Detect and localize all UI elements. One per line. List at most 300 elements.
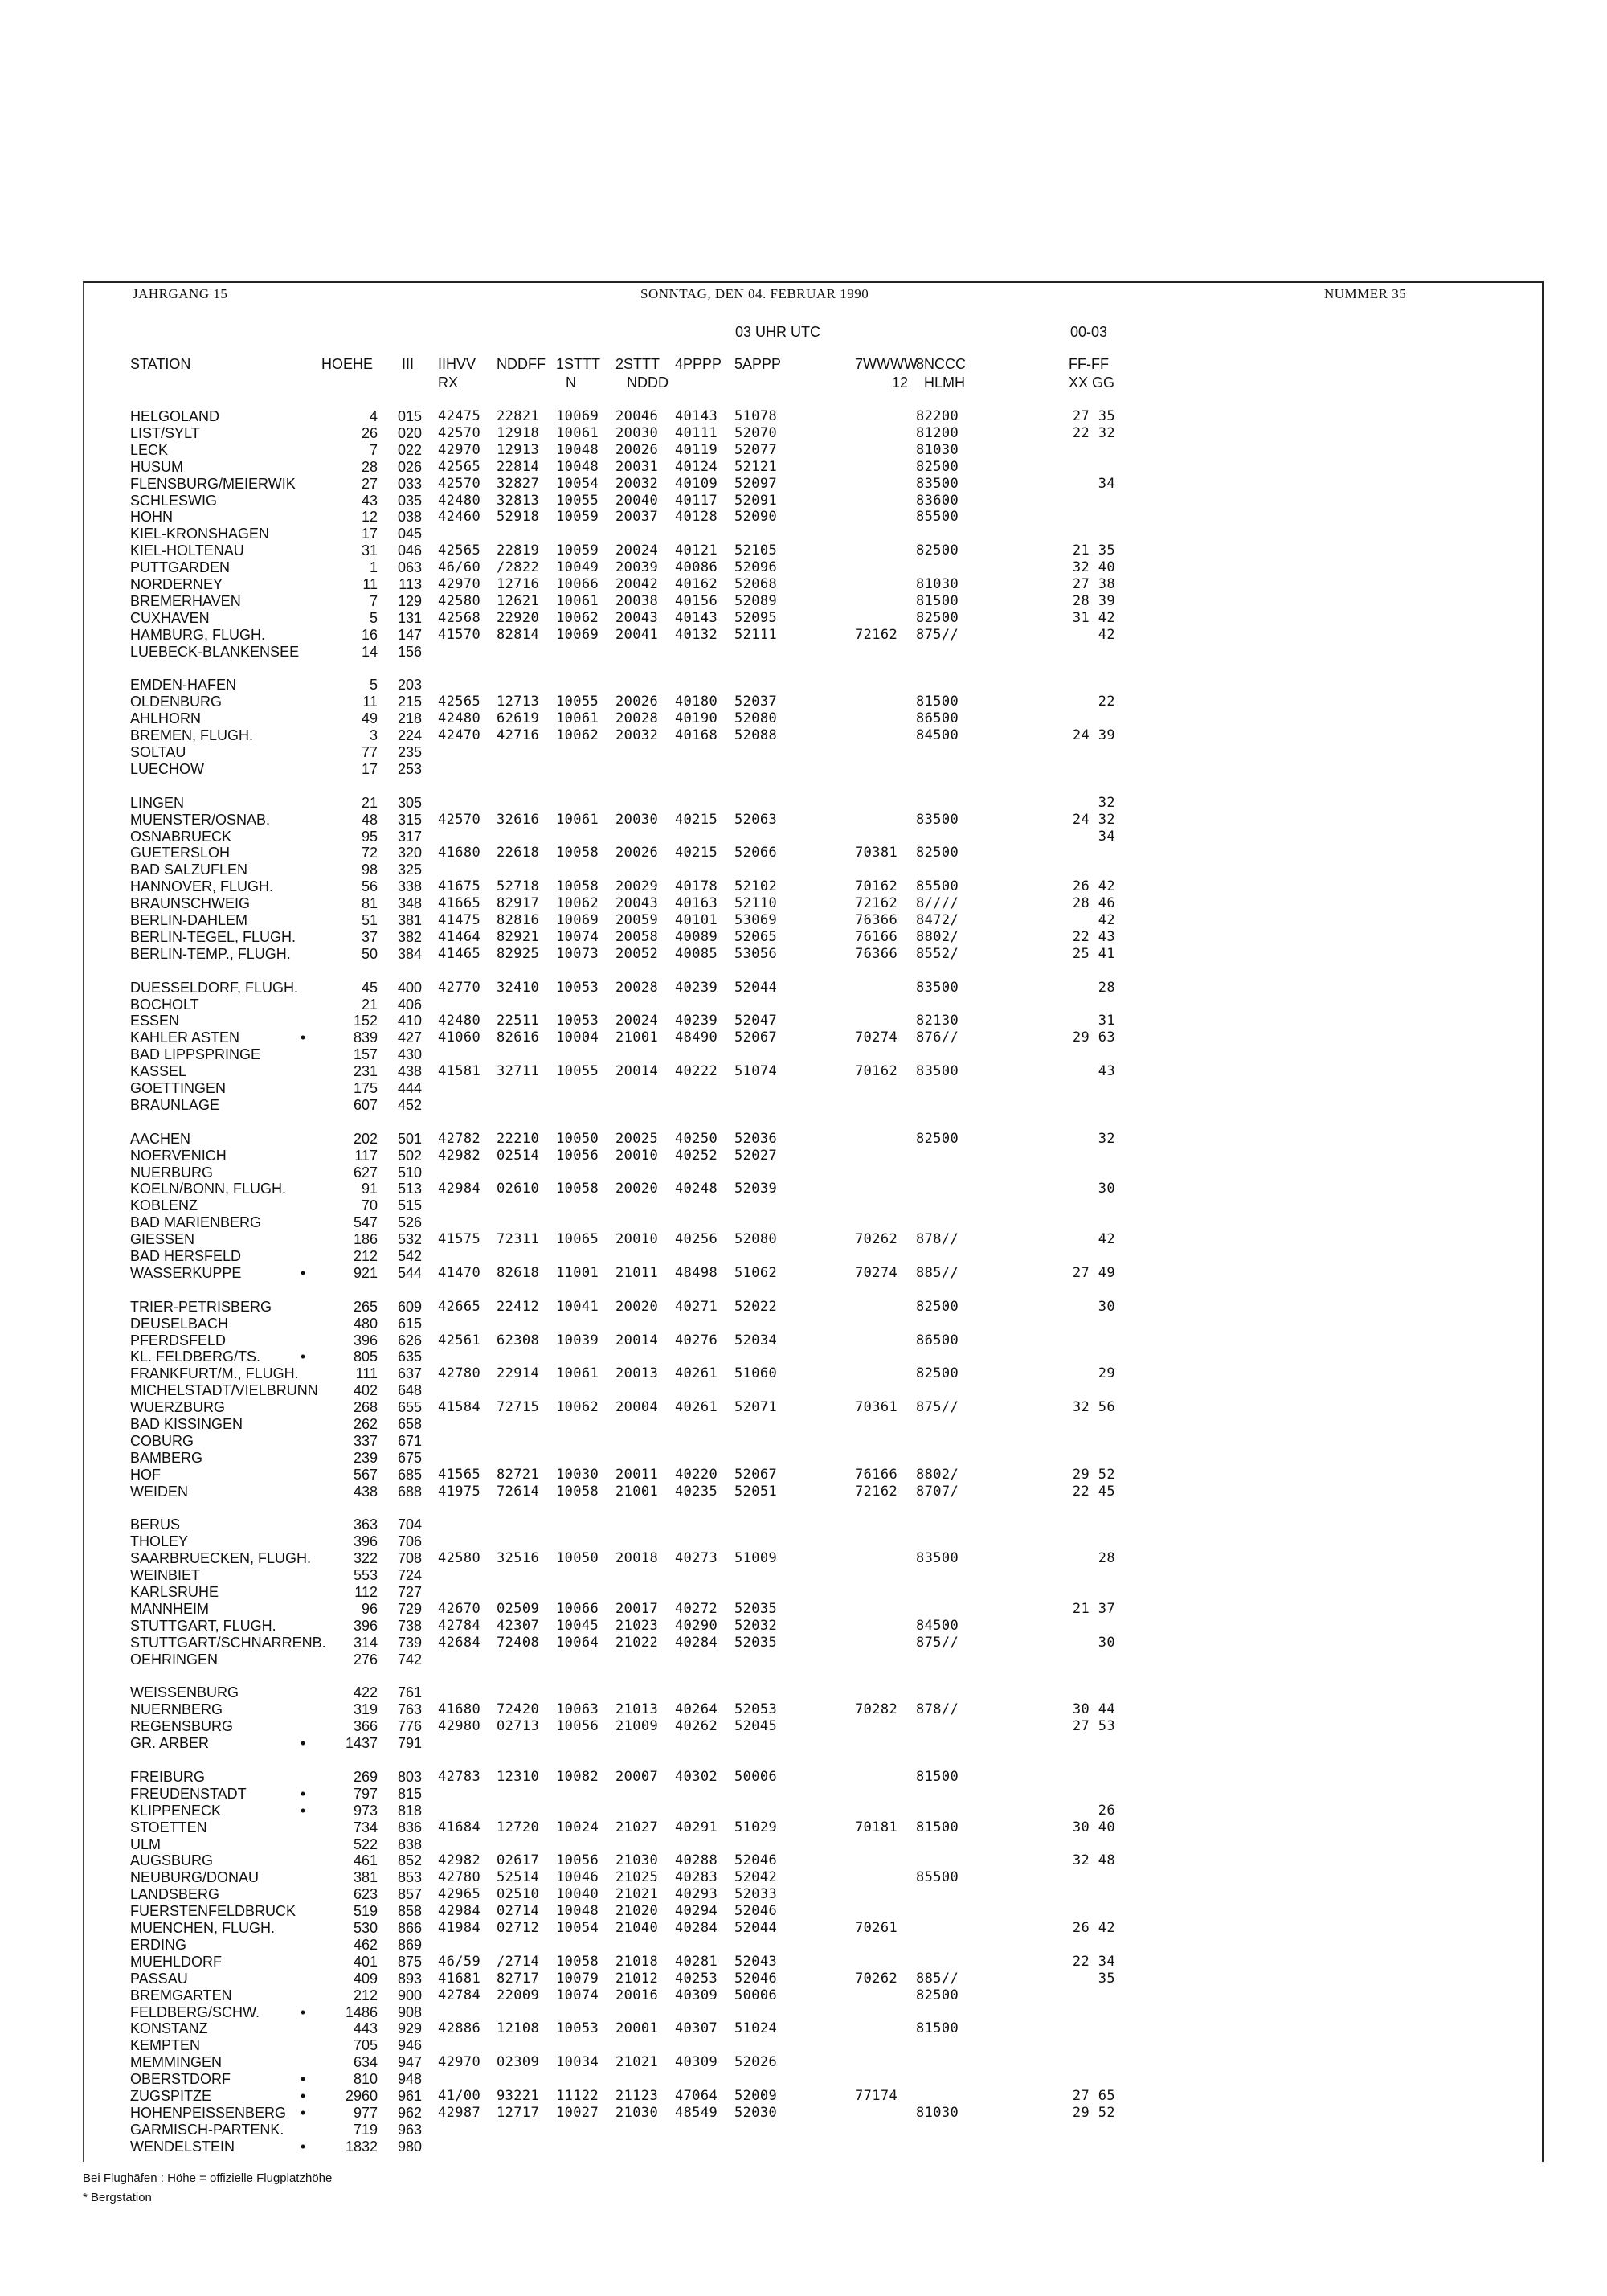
- station-number: 513: [397, 1181, 422, 1197]
- col-g7a: 7WWWW: [855, 356, 918, 372]
- station-number: 046: [397, 542, 422, 559]
- mountain-station-marker: •: [300, 1785, 306, 1802]
- cloud-group: 8////: [916, 895, 959, 912]
- obs-group-3: 10039: [556, 1332, 599, 1349]
- mountain-station-marker: •: [300, 2071, 306, 2088]
- gust-value: 24 32: [1072, 811, 1115, 828]
- weather-group: 76166: [855, 1466, 898, 1483]
- station-name: DUESSELDORF, FLUGH.: [130, 979, 299, 996]
- obs-group-2: 12918: [497, 424, 540, 441]
- obs-group-3: 10050: [556, 1130, 599, 1147]
- obs-group-4: 20026: [615, 845, 659, 862]
- station-name: GARMISCH-PARTENK.: [130, 2121, 284, 2138]
- obs-group-3: 10062: [556, 609, 599, 626]
- obs-group-3: 10055: [556, 1063, 599, 1080]
- station-name: KOELN/BONN, FLUGH.: [130, 1181, 287, 1197]
- obs-group-4: 21023: [615, 1617, 659, 1634]
- gust-value: 32 56: [1072, 1399, 1115, 1416]
- station-name: HELGOLAND: [130, 408, 220, 424]
- obs-group-3: 10074: [556, 928, 599, 945]
- obs-group-4: 20030: [615, 424, 659, 441]
- obs-group-1: 42780: [438, 1869, 481, 1886]
- obs-group-1: 42665: [438, 1298, 481, 1315]
- obs-group-6: 52067: [734, 1466, 778, 1483]
- station-height: 50: [361, 945, 378, 962]
- obs-group-6: 52102: [734, 878, 778, 895]
- obs-group-2: 02309: [497, 2054, 540, 2071]
- station-number: 325: [397, 862, 422, 878]
- weather-group: 70361: [855, 1399, 898, 1416]
- table-row: [0, 694, 1607, 710]
- obs-group-6: 52065: [734, 928, 778, 945]
- obs-group-1: 42475: [438, 408, 481, 424]
- station-height: 396: [353, 1533, 378, 1550]
- station-height: 797: [353, 1785, 378, 1802]
- station-number: 501: [397, 1130, 422, 1147]
- obs-group-4: 21021: [615, 2054, 659, 2071]
- station-number: 763: [397, 1701, 422, 1718]
- obs-group-3: 10048: [556, 458, 599, 475]
- table-row: [0, 1516, 1607, 1533]
- station-number: 315: [397, 811, 422, 828]
- obs-group-5: 40128: [675, 509, 718, 526]
- obs-group-6: 52044: [734, 1920, 778, 1936]
- station-number: 626: [397, 1332, 422, 1349]
- obs-group-5: 40261: [675, 1399, 718, 1416]
- obs-group-2: 22511: [497, 1013, 540, 1029]
- obs-group-4: 21025: [615, 1869, 659, 1886]
- cloud-group: 82500: [916, 1987, 959, 2003]
- station-height: 422: [353, 1684, 378, 1701]
- cloud-group: 82500: [916, 845, 959, 862]
- weather-group: 76366: [855, 945, 898, 962]
- obs-group-5: 40294: [675, 1903, 718, 1920]
- table-row: [0, 895, 1607, 911]
- gust-value: 32 48: [1072, 1852, 1115, 1869]
- obs-group-2: 22412: [497, 1298, 540, 1315]
- weather-group: 70274: [855, 1029, 898, 1046]
- station-number: 815: [397, 1785, 422, 1802]
- station-number: 215: [397, 694, 422, 710]
- obs-group-4: 20030: [615, 811, 659, 828]
- station-name: STOETTEN: [130, 1819, 207, 1836]
- station-name: BERUS: [130, 1516, 181, 1533]
- obs-group-1: 41680: [438, 1701, 481, 1718]
- obs-group-6: 52051: [734, 1483, 778, 1500]
- station-name: WEINBIET: [130, 1567, 201, 1584]
- station-number: 020: [397, 424, 422, 441]
- obs-group-2: 42307: [497, 1617, 540, 1634]
- station-number: 022: [397, 441, 422, 458]
- mountain-station-marker: •: [300, 1029, 306, 1046]
- station-height: 381: [353, 1869, 378, 1886]
- station-number: 929: [397, 2020, 422, 2037]
- table-row: [0, 1819, 1607, 1836]
- obs-group-2: 12310: [497, 1768, 540, 1785]
- station-number: 502: [397, 1147, 422, 1164]
- station-number: 035: [397, 492, 422, 509]
- station-height: 363: [353, 1516, 378, 1533]
- station-height: 719: [353, 2121, 378, 2138]
- station-height: 152: [353, 1013, 378, 1029]
- cloud-group: 8552/: [916, 945, 959, 962]
- gust-value: 43: [1098, 1063, 1115, 1080]
- obs-group-3: 10053: [556, 979, 599, 996]
- station-height: 262: [353, 1416, 378, 1432]
- obs-group-5: 40309: [675, 1987, 718, 2003]
- obs-group-2: 82917: [497, 895, 540, 912]
- obs-group-6: 52095: [734, 609, 778, 626]
- station-height: 11: [362, 576, 378, 592]
- gust-value: 27 35: [1072, 408, 1115, 424]
- obs-group-2: 22618: [497, 845, 540, 862]
- table-row: [0, 442, 1607, 458]
- station-name: ULM: [130, 1836, 162, 1852]
- obs-group-4: 20041: [615, 626, 659, 643]
- station-height: 805: [353, 1349, 378, 1365]
- cloud-group: 8802/: [916, 1466, 959, 1483]
- station-number: 526: [397, 1214, 422, 1231]
- obs-group-2: 93221: [497, 2088, 540, 2104]
- gust-value: 21 35: [1072, 542, 1115, 559]
- obs-group-5: 40307: [675, 2020, 718, 2037]
- station-height: 268: [353, 1399, 378, 1416]
- station-height: 567: [353, 1466, 378, 1483]
- gust-value: 26 42: [1072, 1920, 1115, 1936]
- obs-group-6: 52036: [734, 1130, 778, 1147]
- station-number: 510: [397, 1164, 422, 1181]
- station-height: 462: [353, 1936, 378, 1953]
- obs-group-4: 21030: [615, 1852, 659, 1869]
- obs-group-1: 42570: [438, 424, 481, 441]
- table-row: [0, 493, 1607, 509]
- table-row: [0, 1148, 1607, 1164]
- table-row: [0, 812, 1607, 828]
- station-number: 776: [397, 1718, 422, 1735]
- obs-group-4: 20017: [615, 1600, 659, 1617]
- obs-group-4: 20010: [615, 1231, 659, 1248]
- obs-group-6: 52027: [734, 1147, 778, 1164]
- mountain-station-marker: •: [300, 2138, 306, 2155]
- obs-group-4: 20029: [615, 878, 659, 895]
- table-row: [0, 1484, 1607, 1500]
- station-name: BREMGARTEN: [130, 1987, 232, 2003]
- obs-group-4: 21012: [615, 1970, 659, 1987]
- table-row: [0, 459, 1607, 475]
- obs-group-1: 46/59: [438, 1953, 481, 1970]
- table-row: [0, 1735, 1607, 1751]
- obs-group-3: 10004: [556, 1029, 599, 1046]
- obs-group-5: 40293: [675, 1886, 718, 1903]
- table-row: [0, 946, 1607, 962]
- table-row: [0, 1971, 1607, 1987]
- station-number: 224: [397, 727, 422, 744]
- table-row: [0, 1349, 1607, 1365]
- obs-group-1: 41984: [438, 1920, 481, 1936]
- obs-group-5: 40124: [675, 458, 718, 475]
- table-row: [0, 980, 1607, 996]
- station-height: 43: [361, 492, 378, 509]
- weather-group: 70262: [855, 1970, 898, 1987]
- obs-group-3: 10055: [556, 694, 599, 710]
- obs-group-2: /2714: [497, 1953, 540, 1970]
- station-height: 17: [361, 760, 378, 777]
- table-row: [0, 1803, 1607, 1819]
- obs-group-2: 02510: [497, 1886, 540, 1903]
- obs-group-5: 40143: [675, 408, 718, 424]
- obs-group-5: 40109: [675, 475, 718, 492]
- station-name: SOLTAU: [130, 744, 186, 760]
- station-number: 791: [397, 1735, 422, 1752]
- table-row: [0, 2088, 1607, 2104]
- gust-value: 27 49: [1072, 1264, 1115, 1281]
- obs-group-3: 10053: [556, 1013, 599, 1029]
- table-row: [0, 1299, 1607, 1315]
- station-height: 443: [353, 2020, 378, 2037]
- station-name: TRIER-PETRISBERG: [130, 1298, 272, 1315]
- obs-group-2: /2822: [497, 559, 540, 576]
- obs-group-2: 52718: [497, 878, 540, 895]
- station-number: 727: [397, 1584, 422, 1600]
- obs-group-3: 10041: [556, 1298, 599, 1315]
- station-name: BAD LIPPSPRINGE: [130, 1046, 261, 1063]
- obs-group-4: 20025: [615, 1130, 659, 1147]
- station-number: 658: [397, 1416, 422, 1432]
- station-height: 269: [353, 1768, 378, 1785]
- station-name: AACHEN: [130, 1130, 191, 1147]
- obs-group-3: 10062: [556, 895, 599, 912]
- obs-group-6: 52111: [734, 626, 778, 643]
- gust-value: 29 63: [1072, 1029, 1115, 1046]
- obs-group-6: 51078: [734, 408, 778, 424]
- station-number: 033: [397, 475, 422, 492]
- station-number: 615: [397, 1315, 422, 1332]
- station-number: 026: [397, 458, 422, 475]
- obs-group-6: 52090: [734, 509, 778, 526]
- station-name: BAD SALZUFLEN: [130, 862, 248, 878]
- table-row: [0, 1701, 1607, 1717]
- table-row: [0, 1231, 1607, 1247]
- obs-group-4: 20018: [615, 1550, 659, 1567]
- obs-group-5: 40220: [675, 1466, 718, 1483]
- weather-group: 70274: [855, 1264, 898, 1281]
- table-row: [0, 627, 1607, 643]
- cloud-group: 81500: [916, 1819, 959, 1836]
- station-height: 627: [353, 1164, 378, 1181]
- station-height: 402: [353, 1382, 378, 1399]
- obs-group-5: 40276: [675, 1332, 718, 1349]
- station-name: KIEL-KRONSHAGEN: [130, 526, 270, 542]
- station-number: 320: [397, 845, 422, 862]
- col-g3b: N: [566, 374, 576, 391]
- mountain-station-marker: •: [300, 1349, 306, 1365]
- station-number: 900: [397, 1987, 422, 2003]
- station-name: NEUBURG/DONAU: [130, 1869, 260, 1886]
- obs-group-2: 52918: [497, 509, 540, 526]
- station-number: 869: [397, 1936, 422, 1953]
- station-height: 7: [369, 441, 378, 458]
- cloud-group: 82500: [916, 1298, 959, 1315]
- weather-group: 76166: [855, 928, 898, 945]
- cloud-group: 86500: [916, 1332, 959, 1349]
- obs-group-6: 52045: [734, 1718, 778, 1735]
- mountain-station-marker: •: [300, 1802, 306, 1819]
- obs-group-2: 32711: [497, 1063, 540, 1080]
- obs-group-6: 52053: [734, 1701, 778, 1718]
- obs-group-2: 32827: [497, 475, 540, 492]
- obs-group-3: 10058: [556, 845, 599, 862]
- station-height: 705: [353, 2037, 378, 2054]
- station-name: BERLIN-TEMP., FLUGH.: [130, 945, 291, 962]
- obs-group-1: 41584: [438, 1399, 481, 1416]
- obs-group-3: 10040: [556, 1886, 599, 1903]
- station-name: BAMBERG: [130, 1449, 203, 1466]
- obs-group-3: 10054: [556, 1920, 599, 1936]
- station-height: 519: [353, 1903, 378, 1920]
- obs-group-4: 20032: [615, 727, 659, 744]
- obs-group-5: 40290: [675, 1617, 718, 1634]
- obs-group-5: 40180: [675, 694, 718, 710]
- station-number: 444: [397, 1080, 422, 1096]
- obs-group-3: 10056: [556, 1852, 599, 1869]
- obs-group-1: 42561: [438, 1332, 481, 1349]
- station-name: MICHELSTADT/VIELBRUNN: [130, 1382, 318, 1399]
- table-row: [0, 2004, 1607, 2020]
- table-row: [0, 878, 1607, 894]
- station-height: 81: [361, 895, 378, 912]
- table-row: [0, 1248, 1607, 1264]
- station-number: 648: [397, 1382, 422, 1399]
- station-height: 314: [353, 1634, 378, 1651]
- table-row: [0, 1029, 1607, 1046]
- table-row: [0, 795, 1607, 811]
- table-row: [0, 644, 1607, 660]
- obs-group-5: 40215: [675, 845, 718, 862]
- cloud-group: 81500: [916, 1768, 959, 1785]
- table-row: [0, 1651, 1607, 1668]
- station-name: MEMMINGEN: [130, 2054, 222, 2071]
- gust-value: 22: [1098, 694, 1115, 710]
- date-label: SONNTAG, DEN 04. FEBRUAR 1990: [640, 286, 869, 301]
- station-height: 91: [361, 1181, 378, 1197]
- obs-group-2: 82921: [497, 928, 540, 945]
- obs-group-1: 42570: [438, 475, 481, 492]
- table-row: [0, 1550, 1607, 1566]
- obs-group-2: 32616: [497, 811, 540, 828]
- obs-group-3: 10079: [556, 1970, 599, 1987]
- station-name: ZUGSPITZE: [130, 2088, 212, 2104]
- obs-group-2: 12717: [497, 2104, 540, 2121]
- obs-group-4: 20024: [615, 1013, 659, 1029]
- obs-group-1: 41464: [438, 928, 481, 945]
- station-height: 239: [353, 1449, 378, 1466]
- obs-group-4: 20026: [615, 694, 659, 710]
- station-height: 212: [353, 1248, 378, 1264]
- station-height: 973: [353, 1802, 378, 1819]
- gust-value: 25 41: [1072, 945, 1115, 962]
- obs-group-5: 40283: [675, 1869, 718, 1886]
- obs-group-4: 20038: [615, 592, 659, 609]
- station-height: 31: [361, 542, 378, 559]
- obs-group-2: 12108: [497, 2020, 540, 2037]
- station-height: 1437: [345, 1735, 378, 1752]
- station-number: 218: [397, 710, 422, 727]
- obs-group-5: 40272: [675, 1600, 718, 1617]
- gust-value: 32 40: [1072, 559, 1115, 576]
- obs-group-1: 42783: [438, 1768, 481, 1785]
- obs-group-1: 42982: [438, 1147, 481, 1164]
- obs-group-4: 20014: [615, 1332, 659, 1349]
- obs-group-4: 20001: [615, 2020, 659, 2037]
- table-row: [0, 1618, 1607, 1634]
- jahrgang-label: JAHRGANG 15: [133, 286, 228, 301]
- station-height: 5: [369, 609, 378, 626]
- col-g8a: 8NCCC: [916, 356, 967, 372]
- obs-group-1: 42970: [438, 2054, 481, 2071]
- station-name: WEIDEN: [130, 1483, 188, 1500]
- station-name: LUECHOW: [130, 760, 205, 777]
- station-height: 734: [353, 1819, 378, 1836]
- obs-group-5: 40117: [675, 492, 718, 509]
- station-height: 3: [369, 727, 378, 744]
- obs-group-4: 20028: [615, 979, 659, 996]
- obs-group-4: 21001: [615, 1029, 659, 1046]
- gust-value: 30 44: [1072, 1701, 1115, 1718]
- cloud-group: 83500: [916, 1063, 959, 1080]
- obs-group-6: 52047: [734, 1013, 778, 1029]
- table-row: [0, 1332, 1607, 1349]
- obs-group-5: 40168: [675, 727, 718, 744]
- station-number: 706: [397, 1533, 422, 1550]
- obs-group-3: 10059: [556, 542, 599, 559]
- station-height: 607: [353, 1096, 378, 1113]
- obs-group-5: 40261: [675, 1365, 718, 1382]
- obs-group-5: 40190: [675, 710, 718, 727]
- gust-value: 35: [1098, 1970, 1115, 1987]
- obs-group-2: 02713: [497, 1718, 540, 1735]
- station-number: 406: [397, 996, 422, 1013]
- station-number: 609: [397, 1298, 422, 1315]
- station-number: 338: [397, 878, 422, 895]
- obs-group-3: 10034: [556, 2054, 599, 2071]
- table-row: [0, 845, 1607, 861]
- obs-group-6: 52030: [734, 2104, 778, 2121]
- gust-value: 28 46: [1072, 895, 1115, 912]
- table-row: [0, 526, 1607, 542]
- gust-value: 21 37: [1072, 1600, 1115, 1617]
- cloud-group: 82500: [916, 458, 959, 475]
- station-name: GIESSEN: [130, 1231, 195, 1248]
- station-height: 37: [361, 928, 378, 945]
- obs-group-1: 42570: [438, 811, 481, 828]
- station-name: FUERSTENFELDBRUCK: [130, 1903, 296, 1920]
- gust-value: 29 52: [1072, 2104, 1115, 2121]
- obs-group-2: 12713: [497, 694, 540, 710]
- table-row: [0, 1601, 1607, 1617]
- station-number: 946: [397, 2037, 422, 2054]
- obs-group-4: 20031: [615, 458, 659, 475]
- gust-value: 28: [1098, 979, 1115, 996]
- obs-group-6: 52046: [734, 1852, 778, 1869]
- station-height: 70: [361, 1197, 378, 1214]
- table-row: [0, 1533, 1607, 1549]
- obs-group-5: 40288: [675, 1852, 718, 1869]
- nummer-label: NUMMER 35: [1324, 286, 1407, 301]
- obs-group-3: 10030: [556, 1466, 599, 1483]
- obs-group-6: 52039: [734, 1181, 778, 1197]
- table-row: [0, 1567, 1607, 1583]
- table-row: [0, 1433, 1607, 1449]
